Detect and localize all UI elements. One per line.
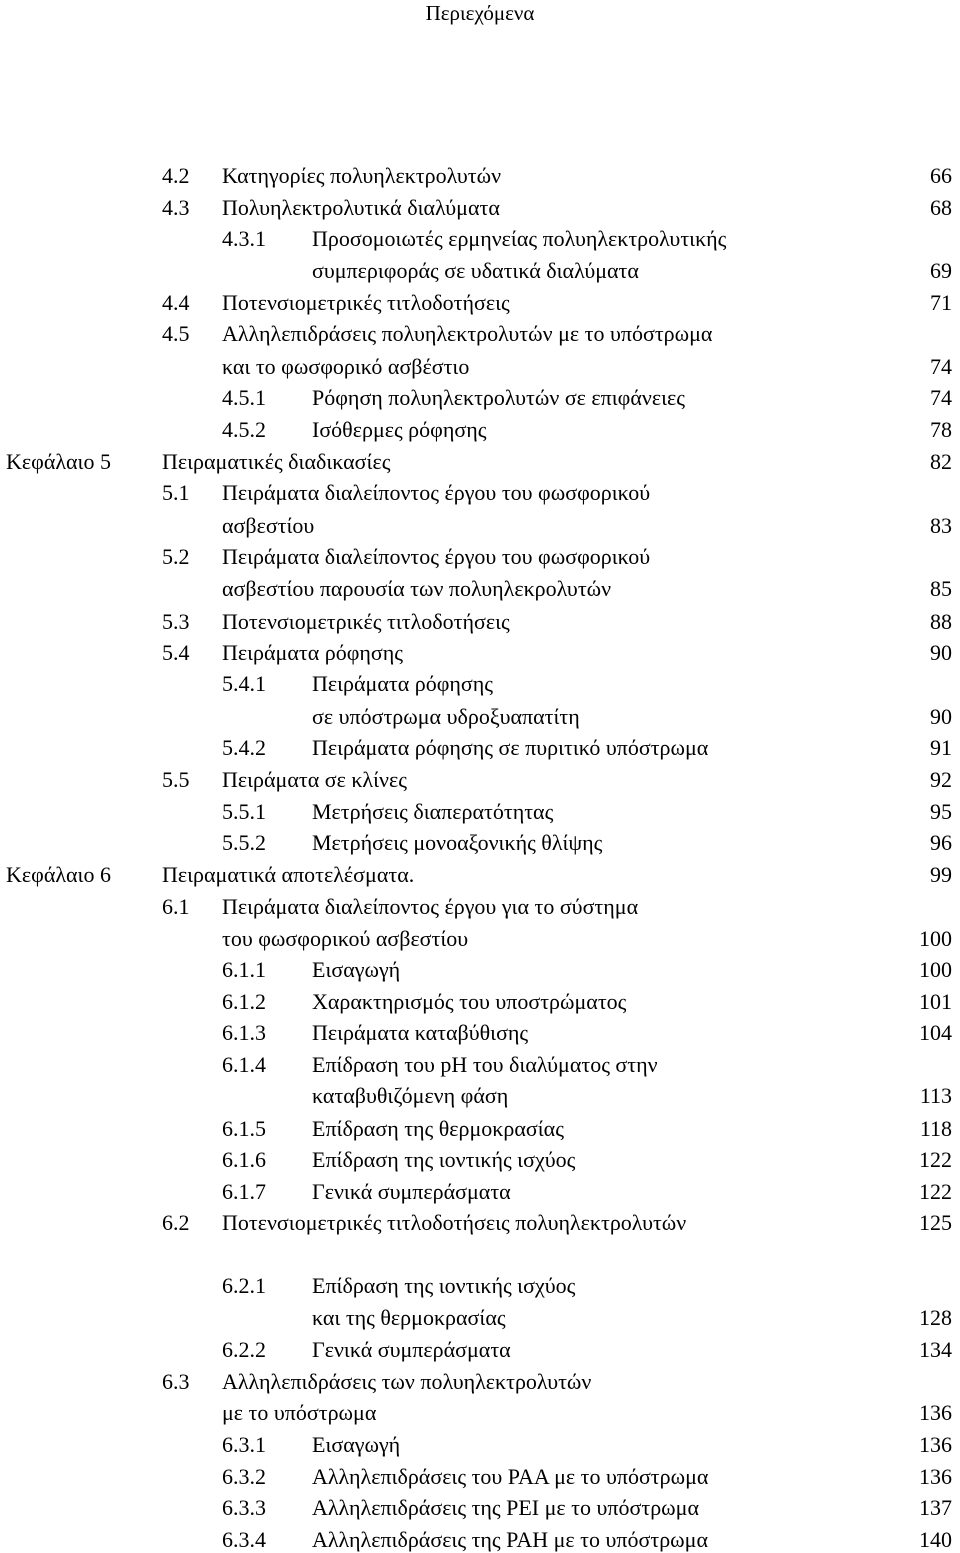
toc-entry-title: Ρόφηση πολυηλεκτρολυτών σε επιφάνειες [312,385,685,410]
toc-entry-number: 4.5 [162,321,190,346]
toc-entry-title: Πειράματα διαλείποντος έργου του φωσφορικού [222,544,651,569]
toc-page-number: 68 [930,195,952,220]
toc-entry-title: Κατηγορίες πολυηλεκτρολυτών [222,163,502,188]
toc-entry-number: 4.5.1 [222,385,266,410]
toc-entry-number: 5.5.1 [222,799,266,824]
toc-entry-title-continued: σε υπόστρωμα υδροξυαπατίτη [312,704,580,729]
toc-page-number: 134 [919,1337,952,1362]
toc-entry-number: 6.1 [162,894,190,919]
toc-page-number: 85 [930,576,952,601]
toc-page-number: 91 [930,735,952,760]
toc-entry-number: 6.1.2 [222,989,266,1014]
toc-entry-number: 5.3 [162,609,190,634]
toc-page-number: 83 [930,513,952,538]
toc-page-number: 136 [919,1464,952,1489]
toc-entry-number: 5.4 [162,640,190,665]
toc-entry-title: Προσομοιωτές ερμηνείας πολυηλεκτρολυτικής [312,226,727,251]
toc-entry-number: 6.3.1 [222,1432,266,1457]
toc-page-number: 90 [930,704,952,729]
toc-entry-title: Επίδραση της θερμοκρασίας [312,1116,564,1141]
toc-entry-title: Μετρήσεις διαπερατότητας [312,799,554,824]
toc-entry-title-continued: του φωσφορικού ασβεστίου [222,926,469,951]
toc-page-number: 74 [930,354,952,379]
toc-entry-number: 5.4.2 [222,735,266,760]
toc-entry-title: Αλληλεπιδράσεις της PAH με το υπόστρωμα [312,1527,708,1552]
toc-chapter-label: Κεφάλαιο 5 [6,449,111,474]
toc-chapter-label: Κεφάλαιο 6 [6,862,111,887]
toc-entry-title: Πολυηλεκτρολυτικά διαλύματα [222,195,500,220]
toc-page-number: 136 [919,1432,952,1457]
toc-page-number: 99 [930,862,952,887]
page-title: Περιεχόμενα [425,1,535,25]
toc-page-number: 100 [919,957,952,982]
toc-entry-title: Αλληλεπιδράσεις του PAA με το υπόστρωμα [312,1464,709,1489]
toc-entry-number: 5.2 [162,544,190,569]
toc-page-number: 113 [919,1083,952,1108]
toc-entry-title: Επίδραση της ιοντικής ισχύος [312,1273,576,1298]
toc-entry-title: Ποτενσιομετρικές τιτλοδοτήσεις [222,609,510,634]
toc-entry-number: 4.3.1 [222,226,266,251]
toc-entry-title: Χαρακτηρισμός του υποστρώματος [312,989,627,1014]
toc-entry-number: 6.2.2 [222,1337,266,1362]
toc-entry-title: Επίδραση της ιοντικής ισχύος [312,1147,576,1172]
toc-page-number: 137 [919,1495,952,1520]
toc-page-number: 128 [919,1305,952,1330]
toc-page-number: 136 [919,1400,952,1425]
toc-page-number: 90 [930,640,952,665]
toc-entry-number: 6.3.3 [222,1495,266,1520]
toc-page-number: 122 [919,1147,952,1172]
toc-page-number: 125 [919,1210,952,1235]
toc-page-number: 100 [919,926,952,951]
toc-entry-title: Πειραματικά αποτελέσματα. [162,862,415,887]
toc-entry-title: Εισαγωγή [312,957,401,982]
toc-entry-title-continued: συμπεριφοράς σε υδατικά διαλύματα [312,258,639,283]
toc-entry-title-continued: καταβυθιζόμενη φάση [312,1083,509,1108]
toc-page-number: 92 [930,767,952,792]
toc-entry-number: 6.3.4 [222,1527,266,1552]
toc-entry-title: Γενικά συμπεράσματα [312,1179,511,1204]
toc-entry-title-continued: και το φωσφορικό ασβέστιο [222,354,470,379]
toc-page-number: 71 [930,290,952,315]
toc-page-number: 140 [919,1527,952,1552]
toc-entry-number: 5.5 [162,767,190,792]
toc-entry-title: Πειραματικές διαδικασίες [162,449,391,474]
toc-entry-number: 4.3 [162,195,190,220]
toc-entry-number: 5.5.2 [222,830,266,855]
toc-entry-number: 6.1.7 [222,1179,266,1204]
toc-page-number: 82 [930,449,952,474]
toc-entry-title: Πειράματα διαλείποντος έργου του φωσφορικού [222,480,651,505]
toc-entry-title: Πειράματα ρόφησης σε πυριτικό υπόστρωμα [312,735,709,760]
toc-entry-number: 6.3 [162,1369,190,1394]
toc-page-number: 74 [930,385,952,410]
toc-entry-title: Γενικά συμπεράσματα [312,1337,511,1362]
toc-entry-number: 5.1 [162,480,190,505]
toc-entry-title: Ποτενσιομετρικές τιτλοδοτήσεις [222,290,510,315]
toc-entry-number: 4.5.2 [222,417,266,442]
toc-page-number: 88 [930,609,952,634]
toc-entry-number: 6.2 [162,1210,190,1235]
toc-entry-title: Πειράματα καταβύθισης [312,1020,529,1045]
toc-entry-number: 6.2.1 [222,1273,266,1298]
toc-entry-title: Αλληλεπιδράσεις των πολυηλεκτρολυτών [222,1369,592,1394]
toc-entry-title-continued: ασβεστίου παρουσία των πολυηλεκρολυτών [222,576,612,601]
toc-page-number: 66 [930,163,952,188]
toc-entry-title-continued: ασβεστίου [222,513,315,538]
toc-page-number: 78 [930,417,952,442]
toc-page-number: 122 [919,1179,952,1204]
toc-entry-title-continued: με το υπόστρωμα [222,1400,377,1425]
toc-entry-title: Πειράματα ρόφησης [312,671,493,696]
toc-page-number: 96 [930,830,952,855]
toc-page-number: 69 [930,258,952,283]
toc-entry-title: Πειράματα ρόφησης [222,640,403,665]
toc-entry-number: 6.1.5 [222,1116,266,1141]
toc-entry-title: Πειράματα διαλείποντος έργου για το σύστημα [222,894,639,919]
toc-entry-title: Επίδραση του pH του διαλύματος στην [312,1052,658,1077]
toc-entry-number: 6.1.6 [222,1147,266,1172]
toc-entry-title: Εισαγωγή [312,1432,401,1457]
toc-entry-number: 6.1.3 [222,1020,266,1045]
toc-entry-number: 6.1.4 [222,1052,266,1077]
toc-entry-title: Ισόθερμες ρόφησης [312,417,487,442]
toc-entry-title-continued: και της θερμοκρασίας [312,1305,506,1330]
toc-entry-number: 4.4 [162,290,190,315]
toc-page-number: 104 [919,1020,952,1045]
toc-entry-number: 6.1.1 [222,957,266,982]
toc-entry-title: Πειράματα σε κλίνες [222,767,407,792]
toc-entry-title: Αλληλεπιδράσεις πολυηλεκτρολυτών με το υπόστρωμα [222,321,713,346]
toc-page-number: 101 [919,989,952,1014]
toc-entry-title: Αλληλεπιδράσεις της PEI με το υπόστρωμα [312,1495,699,1520]
toc-entry-number: 5.4.1 [222,671,266,696]
toc-page-number: 118 [919,1116,952,1141]
toc-entry-number: 4.2 [162,163,190,188]
toc-page-number: 95 [930,799,952,824]
toc-entry-title: Ποτενσιομετρικές τιτλοδοτήσεις πολυηλεκτρολυτών [222,1210,687,1235]
toc-entry-number: 6.3.2 [222,1464,266,1489]
toc-entry-title: Μετρήσεις μονοαξονικής θλίψης [312,830,603,855]
